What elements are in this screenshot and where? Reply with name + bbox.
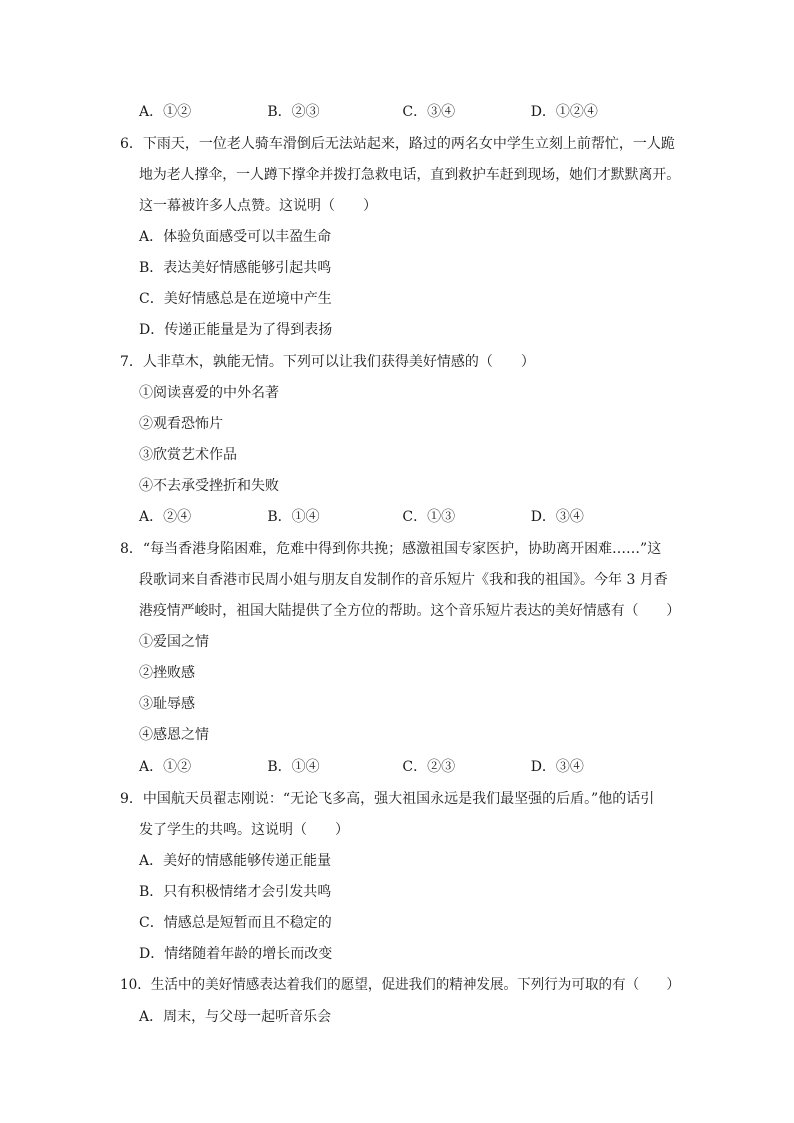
q6-stem-line-2: 地为老人撑伞，一人蹲下撑伞并拨打急救电话，直到救护车赶到现场，她们才默默离开。 bbox=[139, 167, 681, 183]
q5-option-d[interactable]: D．①②④ bbox=[530, 104, 598, 120]
q7-item-4: ④不去承受挫折和失败 bbox=[139, 478, 279, 494]
q9-option-b[interactable]: B．只有积极情绪才会引发共鸣 bbox=[139, 884, 332, 900]
q5-option-b[interactable]: B．②③ bbox=[267, 104, 320, 120]
q7-item-2: ②观看恐怖片 bbox=[139, 416, 223, 432]
q8-option-c[interactable]: C．②③ bbox=[402, 759, 456, 775]
q10-stem-line-1: 10．生活中的美好情感表达着我们的愿望，促进我们的精神发展。下列行为可取的有（ ） bbox=[120, 977, 680, 993]
q7-option-a[interactable]: A．②④ bbox=[139, 509, 192, 525]
q7-option-d[interactable]: D．③④ bbox=[530, 509, 584, 525]
q6-option-b[interactable]: B．表达美好情感能够引起共鸣 bbox=[139, 260, 332, 276]
q7-options-row bbox=[139, 507, 659, 527]
q6-option-a[interactable]: A．体验负面感受可以丰盈生命 bbox=[139, 229, 332, 245]
q10-option-a[interactable]: A．周末，与父母一起听音乐会 bbox=[139, 1009, 332, 1025]
q8-options-row bbox=[139, 757, 659, 777]
q6-stem-line-1: 6．下雨天，一位老人骑车滑倒后无法站起来，路过的两名女中学生立刻上前帮忙，一人跪 bbox=[120, 136, 675, 152]
q7-item-1: ①阅读喜爱的中外名著 bbox=[139, 385, 279, 401]
q5-option-a[interactable]: A．①② bbox=[139, 104, 192, 120]
q8-stem-line-2: 段歌词来自香港市民周小姐与朋友自发制作的音乐短片《我和我的祖国》。今年 3 月香 bbox=[139, 572, 668, 588]
q8-stem-line-1: 8．“每当香港身陷困难，危难中得到你共挽；感激祖国专家医护，协助离开困难……”这 bbox=[120, 541, 662, 557]
q6-option-d[interactable]: D．传递正能量是为了得到表扬 bbox=[139, 322, 333, 338]
q7-option-c[interactable]: C．①③ bbox=[402, 509, 456, 525]
q8-item-4: ④感恩之情 bbox=[139, 727, 209, 743]
q8-option-b[interactable]: B．①④ bbox=[267, 759, 320, 775]
q8-item-1: ①爱国之情 bbox=[139, 634, 209, 650]
q9-option-d[interactable]: D．情绪随着年龄的增长而改变 bbox=[139, 946, 333, 962]
q8-option-d[interactable]: D．③④ bbox=[530, 759, 584, 775]
q9-option-a[interactable]: A．美好的情感能够传递正能量 bbox=[139, 853, 332, 869]
q7-item-3: ③欣赏艺术作品 bbox=[139, 447, 237, 463]
q9-option-c[interactable]: C．情感总是短暂而且不稳定的 bbox=[139, 915, 332, 931]
q7-option-b[interactable]: B．①④ bbox=[267, 509, 320, 525]
q8-item-2: ②挫败感 bbox=[139, 665, 195, 681]
q5-options-row bbox=[139, 102, 659, 122]
q5-option-c[interactable]: C．③④ bbox=[402, 104, 456, 120]
q9-stem-line-2: 发了学生的共鸣。这说明（ ） bbox=[139, 822, 349, 838]
q9-stem-line-1: 9．中国航天员翟志刚说：“无论飞多高，强大祖国永远是我们最坚强的后盾。”他的话引 bbox=[120, 791, 655, 807]
q6-stem-line-3: 这一幕被许多人点赞。这说明（ ） bbox=[139, 198, 377, 214]
q8-stem-line-3: 港疫情严峻时，祖国大陆提供了全方位的帮助。这个音乐短片表达的美好情感有（ ） bbox=[139, 603, 681, 619]
q7-stem-line-1: 7．人非草木，孰能无情。下列可以让我们获得美好情感的（ ） bbox=[120, 354, 535, 370]
q6-option-c[interactable]: C．美好情感总是在逆境中产生 bbox=[139, 291, 332, 307]
q8-item-3: ③耻辱感 bbox=[139, 696, 195, 712]
q8-option-a[interactable]: A．①② bbox=[139, 759, 192, 775]
